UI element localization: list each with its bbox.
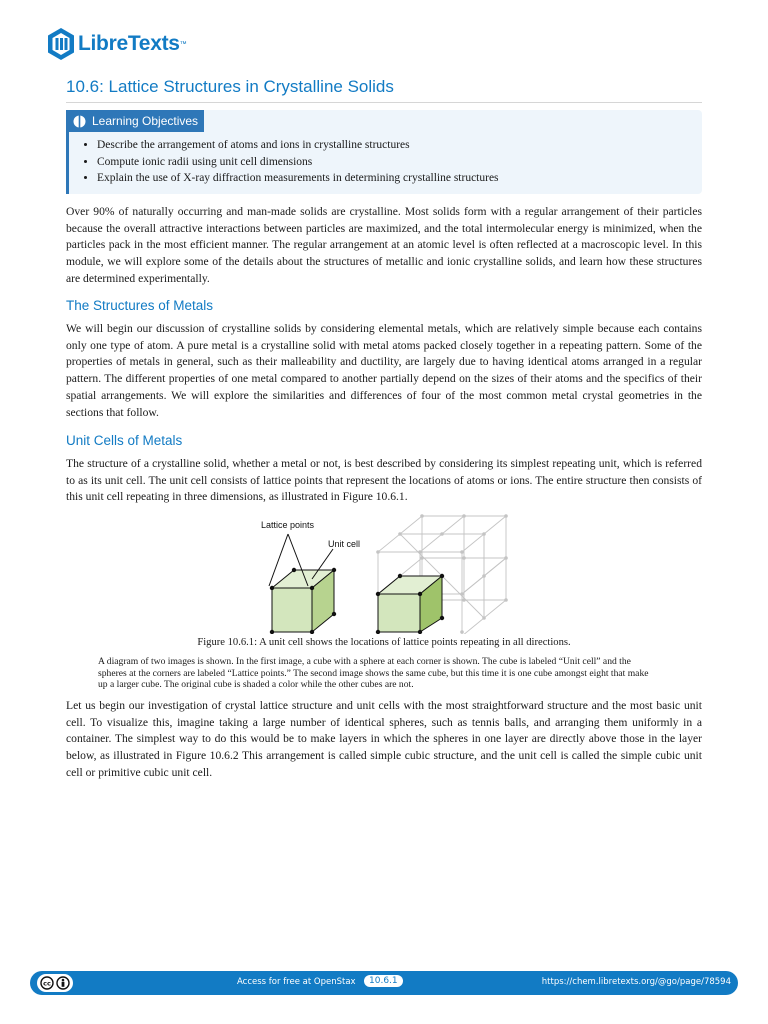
figure-description: A diagram of two images is shown. In the first image, a cube with a sphere at each corner is shown. The cube is labeled “Unit cell” and the spheres at the corners are labeled “Lattice points.” The second image shows the same cube, but this time it is one cube amongst eight that make up a larger cube. The original cube is shaded a color while the other cubes are not. bbox=[98, 656, 649, 690]
section-heading-unit-cells: Unit Cells of Metals bbox=[66, 433, 183, 448]
lattice-points-label: Lattice points bbox=[261, 520, 315, 530]
learning-objectives-title: Learning Objectives bbox=[92, 114, 199, 128]
attribution-icon bbox=[56, 976, 70, 990]
brand-name: LibreTexts bbox=[78, 32, 180, 55]
metals-paragraph: We will begin our discussion of crystalline solids by considering elemental metals, which are relatively simple because each contains only one type of atom. A pure metal is a crystalline solid with metal atoms packed closely together in a repeating pattern. Some of the properties of metals in general, such as their malleability and ductility, are largely due to having identical atoms arranged in a regular pattern. The different properties of one metal compared to another partially depend on the sizes of their atoms and the specifics of their spatial arrangements. We will explore the similarities and differences of four of the most common metal crystal geometries in the sections that follow. bbox=[66, 322, 702, 419]
objective-item: • Explain the use of X-ray diffraction measurements in determining crystalline structures bbox=[97, 170, 499, 187]
objective-item: • Describe the arrangement of atoms and ions in crystalline structures bbox=[97, 137, 499, 154]
section-heading-metals: The Structures of Metals bbox=[66, 298, 214, 313]
footer-bar bbox=[30, 971, 738, 995]
lattice-diagram bbox=[376, 514, 508, 634]
unit-cells-paragraph: The structure of a crystalline solid, whether a metal or not, is best described by considering its simplest repeating unit, which is referred to as its unit cell. The unit cell consists of lattice points that represent the locations of atoms or ions. The entire structure then consists of this unit cell repeating in three dimensions, as illustrated in Figure 10.6.1. bbox=[66, 457, 702, 504]
figure-caption: Figure 10.6.1: A unit cell shows the locations of lattice points repeating in all directions. bbox=[197, 637, 571, 648]
objectives-icon bbox=[73, 115, 86, 128]
access-openstax-link[interactable]: Access for free at OpenStax bbox=[237, 977, 356, 987]
libretexts-logo[interactable] bbox=[46, 26, 187, 62]
learning-objectives-header bbox=[69, 110, 204, 132]
cc-license-badge[interactable] bbox=[37, 974, 73, 992]
page-title: 10.6: Lattice Structures in Crystalline Solids bbox=[66, 77, 702, 103]
libretexts-logo-icon bbox=[46, 27, 76, 61]
unit-cell-diagram bbox=[261, 520, 360, 634]
unit-cell-figure bbox=[258, 512, 518, 634]
learning-objectives-box bbox=[66, 110, 702, 194]
closing-paragraph: Let us begin our investigation of crystal lattice structure and unit cells with the most straightforward structure and the most basic unit cell. To visualize this, imagine taking a large number of identical spheres, such as tennis balls, and arranging them uniformly in a container. The simplest way to do this would be to make layers in which the spheres in one layer are directly above those in the layer below, as illustrated in Figure 10.6.2 This arrangement is called simple cubic structure, and the unit cell is called the simple cubic unit cell or primitive cubic unit cell. bbox=[66, 699, 702, 779]
page-url-link[interactable]: https://chem.libretexts.org/@go/page/78594 bbox=[541, 977, 731, 987]
objective-item: • Compute ionic radii using unit cell dimensions bbox=[97, 154, 499, 171]
svg-text:cc: cc bbox=[43, 979, 51, 988]
unit-cell-label: Unit cell bbox=[328, 539, 361, 549]
learning-objectives-list bbox=[83, 137, 499, 187]
brand-tm: ™ bbox=[179, 40, 187, 48]
intro-paragraph: Over 90% of naturally occurring and man-made solids are crystalline. Most solids form with a regular arrangement of their particles because the overall attractive interactions between particles are maximized, and the total intermolecular energy is minimized, when the particles pack in the most efficient manner. The regular arrangement at an atomic level is often reflected at a macroscopic level. In this module, we will explore some of the details about the structures of metallic and ionic crystalline solids, and learn how these structures are determined experimentally. bbox=[66, 205, 702, 285]
cc-icon bbox=[40, 976, 54, 990]
page-number-badge: 10.6.1 bbox=[364, 975, 403, 987]
